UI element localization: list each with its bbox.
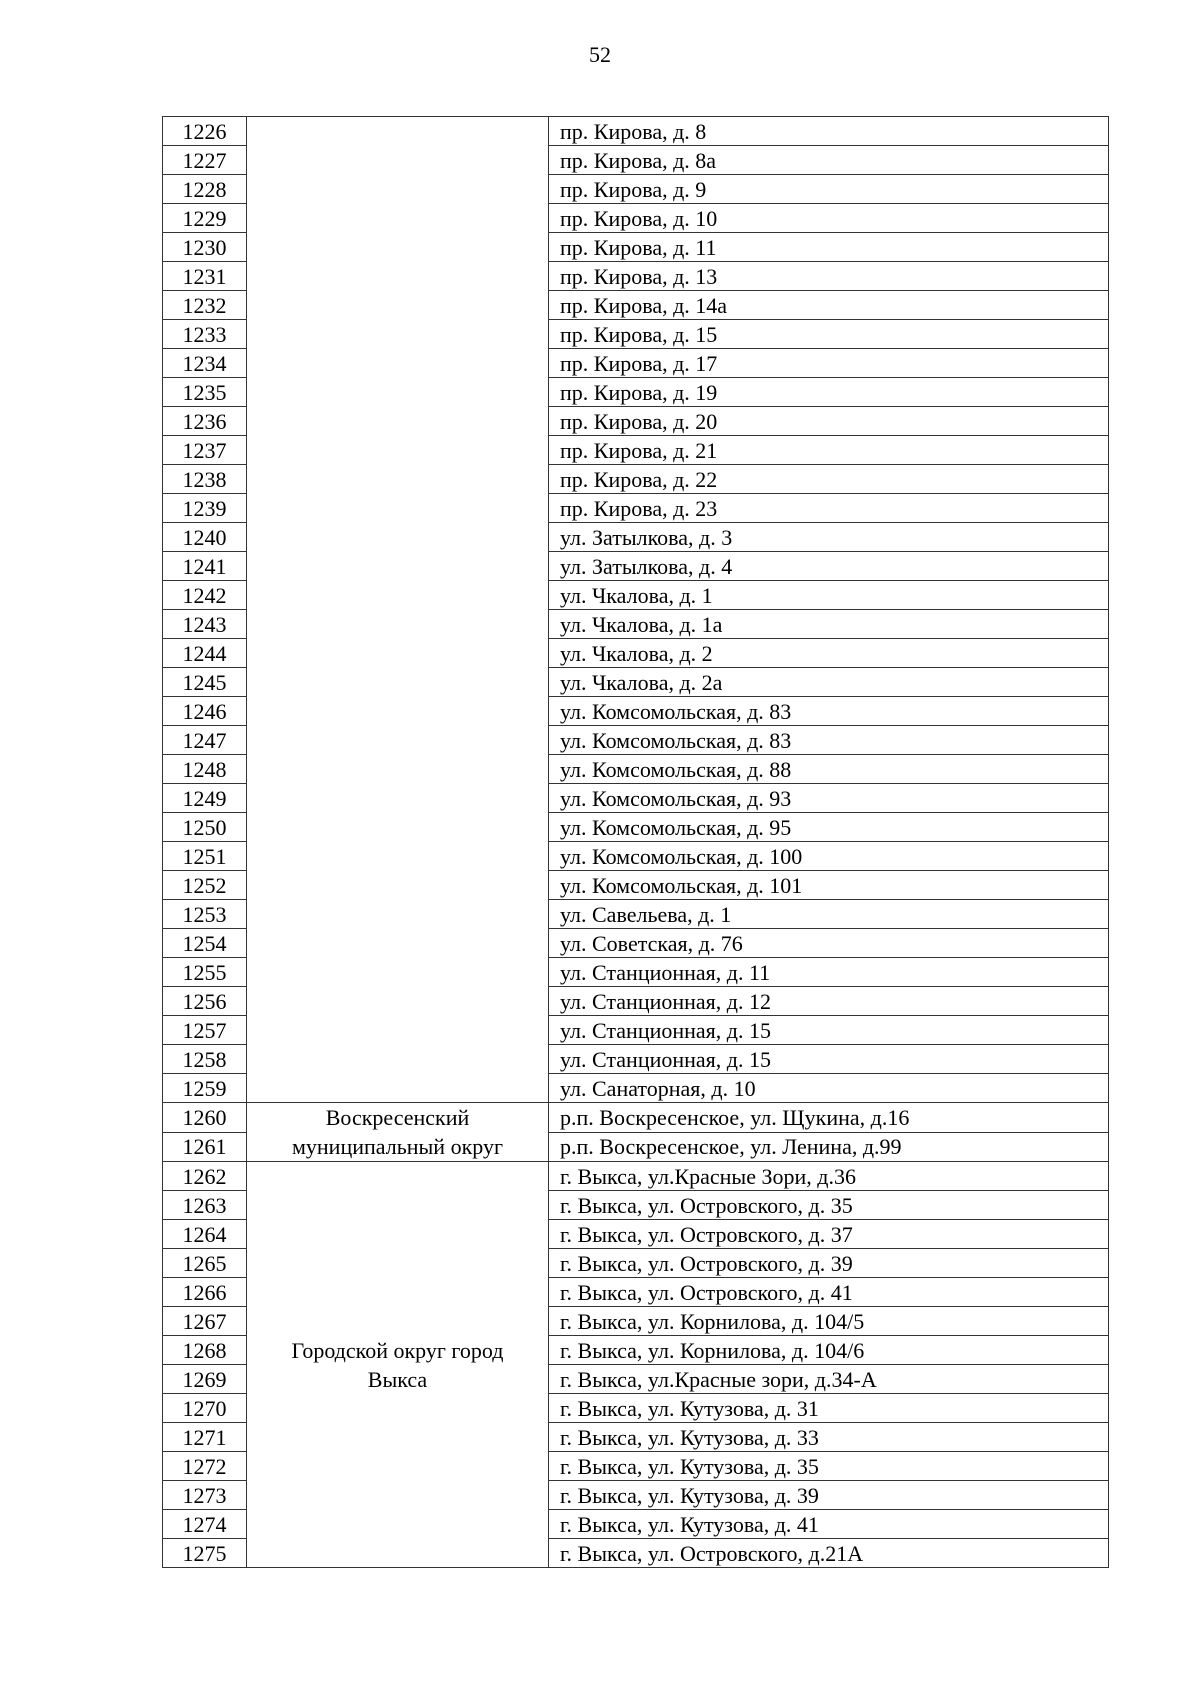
row-number: 1250 — [163, 813, 247, 842]
address-cell: ул. Чкалова, д. 1 — [549, 581, 1109, 610]
address-cell: г. Выкса, ул.Красные Зори, д.36 — [549, 1162, 1109, 1191]
address-cell: пр. Кирова, д. 13 — [549, 262, 1109, 291]
row-number: 1270 — [163, 1394, 247, 1423]
row-number: 1251 — [163, 842, 247, 871]
row-number: 1230 — [163, 233, 247, 262]
address-cell: г. Выкса, ул. Островского, д. 41 — [549, 1278, 1109, 1307]
address-cell: пр. Кирова, д. 17 — [549, 349, 1109, 378]
table-row — [163, 1162, 1109, 1191]
address-cell: пр. Кирова, д. 8 — [549, 117, 1109, 146]
address-table-body — [163, 117, 1109, 1568]
district-cell — [247, 1162, 549, 1568]
row-number: 1237 — [163, 436, 247, 465]
address-cell: ул. Чкалова, д. 2а — [549, 668, 1109, 697]
address-cell: пр. Кирова, д. 21 — [549, 436, 1109, 465]
row-number: 1232 — [163, 291, 247, 320]
address-cell: г. Выкса, ул. Островского, д. 39 — [549, 1249, 1109, 1278]
address-cell: пр. Кирова, д. 9 — [549, 175, 1109, 204]
address-cell: ул. Комсомольская, д. 88 — [549, 755, 1109, 784]
address-cell: ул. Затылкова, д. 4 — [549, 552, 1109, 581]
address-cell: ул. Комсомольская, д. 93 — [549, 784, 1109, 813]
row-number: 1268 — [163, 1336, 247, 1365]
row-number: 1235 — [163, 378, 247, 407]
district-name-line: Воскресенский — [325, 1105, 470, 1130]
row-number: 1267 — [163, 1307, 247, 1336]
district-name-line: муниципальный округ — [291, 1134, 503, 1159]
row-number: 1266 — [163, 1278, 247, 1307]
address-cell: ул. Станционная, д. 15 — [549, 1045, 1109, 1074]
row-number: 1241 — [163, 552, 247, 581]
row-number: 1252 — [163, 871, 247, 900]
address-cell: г. Выкса, ул. Корнилова, д. 104/6 — [549, 1336, 1109, 1365]
row-number: 1261 — [163, 1132, 247, 1162]
district-name-line: Выкса — [367, 1366, 428, 1392]
row-number: 1242 — [163, 581, 247, 610]
row-number: 1274 — [163, 1510, 247, 1539]
address-cell: ул. Комсомольская, д. 83 — [549, 726, 1109, 755]
address-cell: г. Выкса, ул. Кутузова, д. 41 — [549, 1510, 1109, 1539]
row-number: 1259 — [163, 1074, 247, 1103]
row-number: 1249 — [163, 784, 247, 813]
address-cell: ул. Станционная, д. 15 — [549, 1016, 1109, 1045]
row-number: 1244 — [163, 639, 247, 668]
row-number: 1248 — [163, 755, 247, 784]
address-cell: пр. Кирова, д. 14а — [549, 291, 1109, 320]
address-cell: пр. Кирова, д. 20 — [549, 407, 1109, 436]
row-number: 1226 — [163, 117, 247, 146]
row-number: 1245 — [163, 668, 247, 697]
address-cell: г. Выкса, ул.Красные зори, д.34-А — [549, 1365, 1109, 1394]
district-cell — [247, 1103, 549, 1162]
address-cell: г. Выкса, ул. Кутузова, д. 31 — [549, 1394, 1109, 1423]
row-number: 1233 — [163, 320, 247, 349]
row-number: 1228 — [163, 175, 247, 204]
address-table — [162, 116, 1109, 1568]
row-number: 1275 — [163, 1539, 247, 1568]
address-cell: ул. Чкалова, д. 1а — [549, 610, 1109, 639]
row-number: 1262 — [163, 1162, 247, 1191]
row-number: 1264 — [163, 1220, 247, 1249]
address-cell: р.п. Воскресенское, ул. Ленина, д.99 — [549, 1132, 1109, 1162]
address-cell: ул. Комсомольская, д. 95 — [549, 813, 1109, 842]
district-cell — [247, 117, 549, 1103]
district-name-line: Городской округ город — [291, 1337, 504, 1363]
row-number: 1238 — [163, 465, 247, 494]
row-number: 1239 — [163, 494, 247, 523]
address-cell: пр. Кирова, д. 22 — [549, 465, 1109, 494]
table-row — [163, 1103, 1109, 1133]
address-cell: ул. Чкалова, д. 2 — [549, 639, 1109, 668]
row-number: 1258 — [163, 1045, 247, 1074]
address-cell: пр. Кирова, д. 23 — [549, 494, 1109, 523]
row-number: 1231 — [163, 262, 247, 291]
address-cell: г. Выкса, ул. Кутузова, д. 33 — [549, 1423, 1109, 1452]
address-cell: г. Выкса, ул. Кутузова, д. 35 — [549, 1452, 1109, 1481]
row-number: 1257 — [163, 1016, 247, 1045]
row-number: 1234 — [163, 349, 247, 378]
row-number: 1253 — [163, 900, 247, 929]
row-number: 1256 — [163, 987, 247, 1016]
address-cell: ул. Затылкова, д. 3 — [549, 523, 1109, 552]
address-cell: г. Выкса, ул. Островского, д.21А — [549, 1539, 1109, 1568]
address-cell: ул. Санаторная, д. 10 — [549, 1074, 1109, 1103]
row-number: 1255 — [163, 958, 247, 987]
address-cell: г. Выкса, ул. Островского, д. 35 — [549, 1191, 1109, 1220]
address-cell: р.п. Воскресенское, ул. Щукина, д.16 — [549, 1103, 1109, 1133]
row-number: 1243 — [163, 610, 247, 639]
row-number: 1269 — [163, 1365, 247, 1394]
address-cell: ул. Савельева, д. 1 — [549, 900, 1109, 929]
address-cell: г. Выкса, ул. Корнилова, д. 104/5 — [549, 1307, 1109, 1336]
row-number: 1263 — [163, 1191, 247, 1220]
row-number: 1227 — [163, 146, 247, 175]
row-number: 1273 — [163, 1481, 247, 1510]
row-number: 1272 — [163, 1452, 247, 1481]
row-number: 1254 — [163, 929, 247, 958]
address-cell: пр. Кирова, д. 8а — [549, 146, 1109, 175]
address-cell: ул. Комсомольская, д. 83 — [549, 697, 1109, 726]
address-cell: г. Выкса, ул. Кутузова, д. 39 — [549, 1481, 1109, 1510]
row-number: 1260 — [163, 1103, 247, 1133]
address-cell: пр. Кирова, д. 11 — [549, 233, 1109, 262]
address-cell: ул. Станционная, д. 12 — [549, 987, 1109, 1016]
address-cell: пр. Кирова, д. 15 — [549, 320, 1109, 349]
row-number: 1265 — [163, 1249, 247, 1278]
row-number: 1271 — [163, 1423, 247, 1452]
row-number: 1247 — [163, 726, 247, 755]
row-number: 1229 — [163, 204, 247, 233]
row-number: 1240 — [163, 523, 247, 552]
page-number: 52 — [589, 42, 611, 67]
row-number: 1246 — [163, 697, 247, 726]
address-cell: г. Выкса, ул. Островского, д. 37 — [549, 1220, 1109, 1249]
row-number: 1236 — [163, 407, 247, 436]
table-row — [163, 117, 1109, 146]
address-cell: ул. Станционная, д. 11 — [549, 958, 1109, 987]
address-cell: пр. Кирова, д. 10 — [549, 204, 1109, 233]
address-cell: ул. Советская, д. 76 — [549, 929, 1109, 958]
address-cell: пр. Кирова, д. 19 — [549, 378, 1109, 407]
address-cell: ул. Комсомольская, д. 101 — [549, 871, 1109, 900]
address-cell: ул. Комсомольская, д. 100 — [549, 842, 1109, 871]
